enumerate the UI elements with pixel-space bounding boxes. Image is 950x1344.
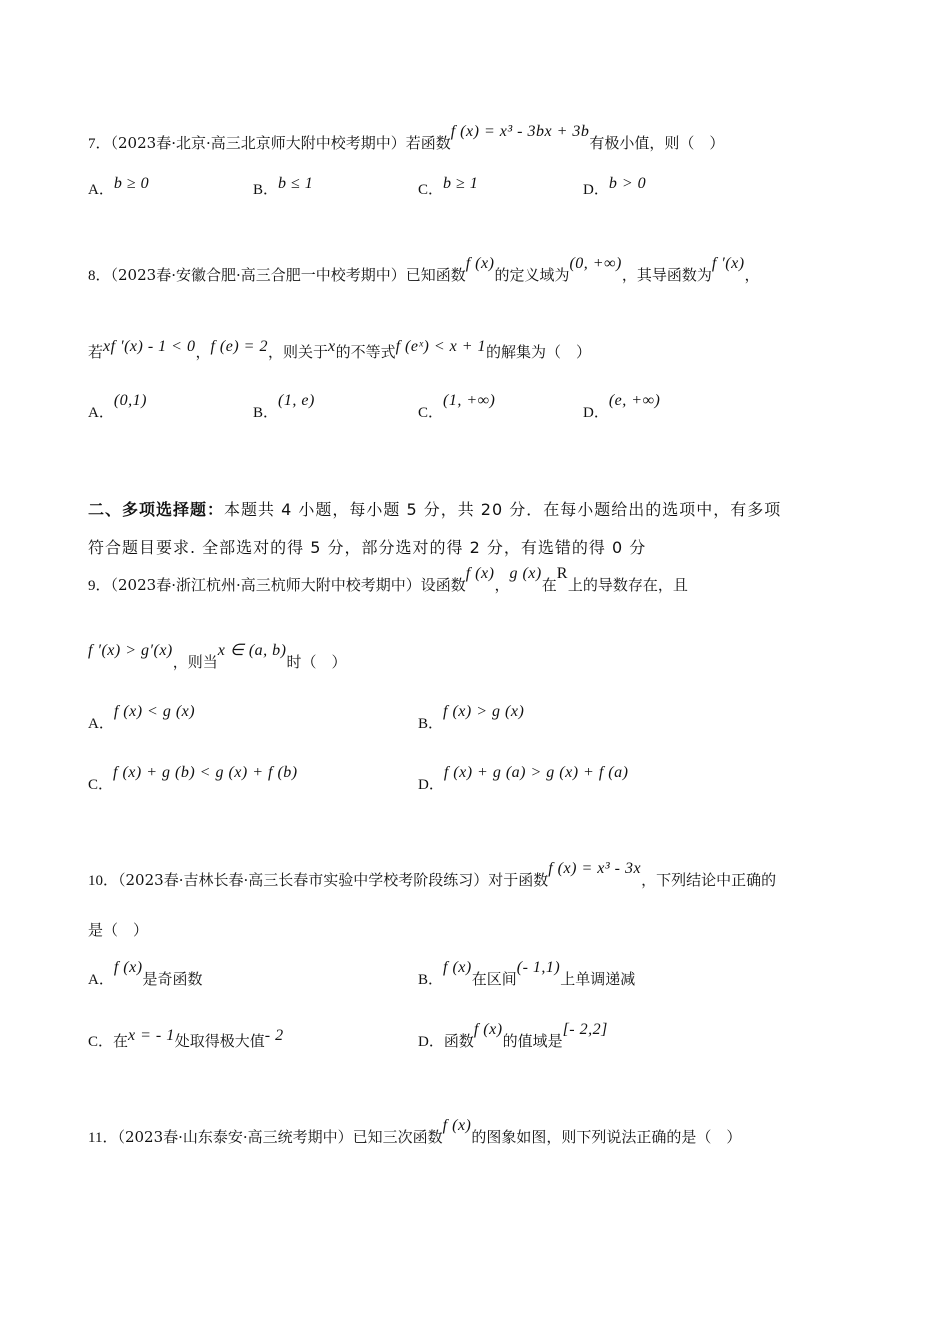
q7-option-a[interactable]: [88, 175, 150, 199]
option-label: C．: [88, 777, 114, 793]
question-7: [88, 123, 725, 153]
condition-math: f ′(x) > g′(x): [88, 642, 173, 659]
option-math: b ≤ 1: [278, 175, 314, 192]
q10-option-d[interactable]: [418, 1021, 608, 1051]
q7-option-c[interactable]: [418, 175, 479, 199]
section-2-heading-line-2: [88, 535, 646, 558]
question-number: 10．: [88, 873, 119, 889]
q10-option-b[interactable]: [418, 959, 636, 989]
option-label: B．: [418, 972, 444, 988]
q9-option-c[interactable]: [88, 764, 298, 794]
option-text: 在: [113, 1032, 129, 1050]
function-formula: f (x): [465, 255, 495, 272]
question-number: 7．: [88, 136, 111, 152]
question-source: （2023春·浙江杭州·高三杭师大附中校考期中）设函数: [110, 576, 466, 594]
question-9-line-2: [88, 642, 347, 672]
question-number: 8．: [88, 268, 111, 284]
option-math: f (x): [113, 959, 143, 976]
option-math: x = - 1: [128, 1027, 175, 1044]
option-math: f (x) + g (a) > g (x) + f (a): [443, 764, 629, 781]
option-label: C．: [88, 1034, 114, 1050]
section-2-heading: [88, 497, 781, 520]
question-text: ，则关于: [267, 343, 328, 361]
condition-math: f (e) = 2: [210, 338, 268, 355]
function-math: f (x): [465, 565, 495, 582]
option-text: 的值域是: [502, 1032, 563, 1050]
option-math: f (x) < g (x): [113, 703, 196, 720]
option-text: 是奇函数: [142, 970, 203, 988]
function-math: f (x): [442, 1117, 472, 1134]
option-label: D．: [583, 405, 609, 421]
q8-option-b[interactable]: [253, 392, 315, 422]
function-formula: f (x) = x³ - 3x: [548, 860, 642, 877]
domain-math: (0, +∞): [569, 255, 622, 272]
question-10: [88, 860, 777, 890]
q8-option-c[interactable]: [418, 392, 496, 422]
option-math: f (x) > g (x): [443, 703, 525, 720]
option-label: D．: [583, 182, 609, 198]
range-math: x ∈ (a, b): [217, 642, 287, 659]
question-number: 9．: [88, 578, 111, 594]
option-label: A．: [88, 972, 114, 988]
question-source: （2023春·安徽合肥·高三合肥一中校考期中）已知函数: [110, 266, 466, 284]
section-instructions: 本题共 4 小题，每小题 5 分，共 20 分．在每小题给出的选项中，有多项: [224, 500, 782, 519]
option-math: b > 0: [608, 175, 647, 192]
derivative-math: f ′(x): [711, 255, 745, 272]
option-math: [- 2,2]: [562, 1021, 608, 1038]
condition-math: xf ′(x) - 1 < 0: [103, 338, 196, 355]
question-text: 的定义域为: [494, 266, 570, 284]
question-text: ，: [744, 266, 760, 284]
option-label: D．: [418, 777, 444, 793]
question-9: [88, 565, 688, 595]
q9-option-d[interactable]: [418, 764, 629, 794]
q7-option-d[interactable]: [583, 175, 647, 199]
q10-option-a[interactable]: [88, 959, 203, 989]
question-number: 11．: [88, 1130, 118, 1146]
question-text: 的解集为（ ）: [486, 343, 592, 361]
option-math: f (x): [473, 1021, 503, 1038]
option-text: 上单调递减: [560, 970, 636, 988]
option-label: D．: [418, 1034, 444, 1050]
option-label: B．: [253, 182, 279, 198]
question-11: [88, 1117, 742, 1147]
option-text: 处取得极大值: [174, 1032, 265, 1050]
question-text: ，则当: [172, 653, 218, 671]
question-8: [88, 255, 760, 285]
question-source: （2023春·山东泰安·高三统考期中）已知三次函数: [117, 1128, 443, 1146]
option-text: 函数: [443, 1032, 474, 1050]
question-source: （2023春·北京·高三北京师大附中校考期中）若函数: [110, 134, 451, 152]
option-label: A．: [88, 182, 114, 198]
option-label: B．: [253, 405, 279, 421]
question-text: 上的导数存在，且: [567, 576, 688, 594]
question-8-line-2: [88, 338, 592, 362]
option-math: f (x): [443, 959, 472, 976]
question-10-line-2: [88, 919, 148, 940]
question-text: ，: [195, 343, 211, 361]
section-instructions: 符合题目要求. 全部选对的得 5 分，部分选对的得 2 分，有选错的得 0 分: [88, 538, 647, 557]
option-label: C．: [418, 182, 444, 198]
question-text: ，其导函数为: [621, 266, 712, 284]
question-text: 在: [541, 576, 557, 594]
question-text: 的图象如图，则下列说法正确的是（ ）: [471, 1128, 742, 1146]
option-math: (0,1): [113, 392, 147, 409]
q9-option-b[interactable]: [418, 703, 525, 733]
inequality-math: f (eˣ) < x + 1: [395, 338, 487, 355]
option-label: A．: [88, 405, 114, 421]
option-math: (e, +∞): [608, 392, 661, 409]
option-label: A．: [88, 716, 114, 732]
option-math: (- 1,1): [516, 959, 561, 976]
option-math: - 2: [264, 1027, 284, 1044]
question-text: 若: [88, 343, 104, 361]
q10-option-c[interactable]: [88, 1027, 284, 1051]
section-title: 二、多项选择题：: [88, 500, 225, 519]
function-formula: f (x) = x³ - 3bx + 3b: [450, 123, 590, 140]
q7-option-b[interactable]: [253, 175, 314, 199]
set-math: R: [556, 565, 568, 582]
question-text: 是（ ）: [88, 921, 149, 939]
q8-option-a[interactable]: [88, 392, 147, 422]
option-math: (1, e): [278, 392, 315, 409]
option-math: b ≥ 0: [113, 175, 150, 192]
function-math: g (x): [509, 565, 542, 582]
option-label: C．: [418, 405, 444, 421]
option-math: (1, +∞): [443, 392, 496, 409]
question-text: ，: [494, 576, 510, 594]
variable-math: x: [327, 338, 336, 355]
question-text: ，下列结论中正确的: [641, 871, 777, 889]
q8-option-d[interactable]: [583, 392, 661, 422]
question-source: （2023春·吉林长春·高三长春市实验中学校考阶段练习）对于函数: [118, 871, 549, 889]
option-math: f (x) + g (b) < g (x) + f (b): [113, 764, 298, 781]
option-text: 在区间: [471, 970, 517, 988]
question-text: 有极小值，则（ ）: [589, 134, 725, 152]
q9-option-a[interactable]: [88, 703, 196, 733]
question-text: 时（ ）: [286, 653, 347, 671]
option-math: b ≥ 1: [443, 175, 479, 192]
option-label: B．: [418, 716, 444, 732]
question-text: 的不等式: [335, 343, 396, 361]
